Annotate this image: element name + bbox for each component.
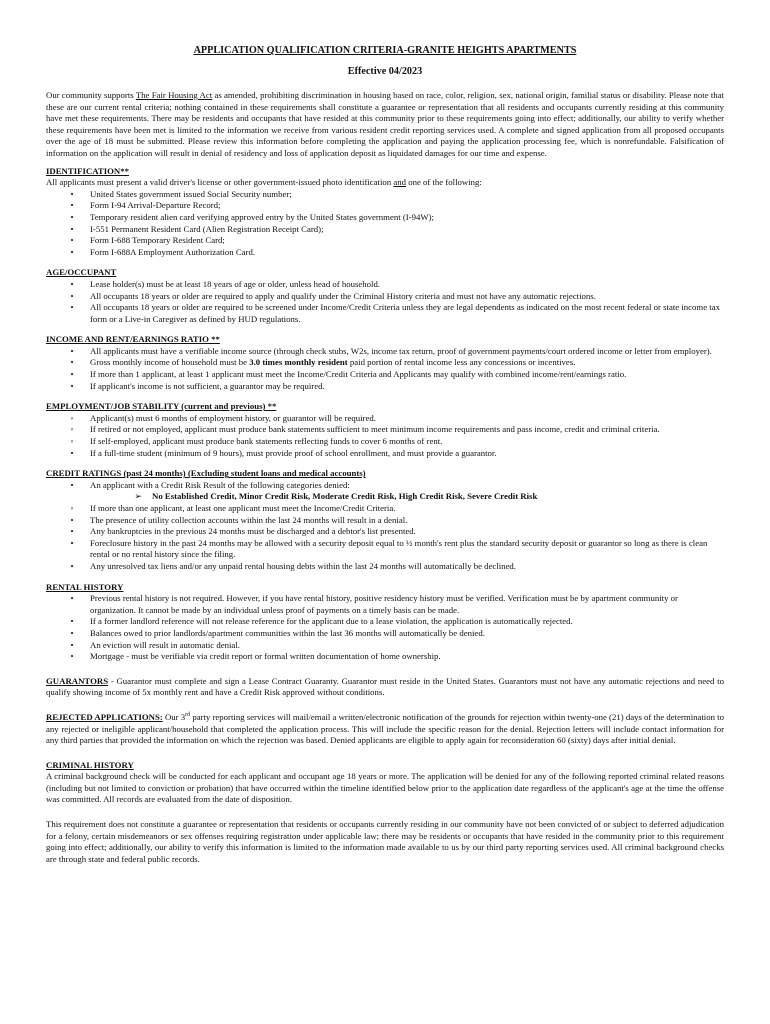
list-item-text: Form I-94 Arrival-Departure Record;	[90, 200, 221, 211]
list-item	[46, 212, 724, 224]
effective-date: Effective 04/2023	[347, 66, 423, 77]
fair-housing-act-link: The Fair Housing Act	[135, 90, 213, 100]
bullet-icon: •	[70, 188, 74, 199]
list-item-text: If retired or not employed, applicant must produce bank statements sufficient to meet minimum income requirements and pass income, credit and criminal criteria.	[90, 424, 660, 435]
bullet-icon: •	[70, 211, 74, 222]
list-item-text: If a former landlord reference will not release reference for the applicant due to a lease violation, the application is automatically rejected.	[90, 616, 573, 627]
list-item	[46, 515, 724, 527]
list-item	[46, 503, 724, 515]
list-item	[46, 616, 724, 628]
list-item-text: An applicant with a Credit Risk Result of the following categories denied:	[90, 479, 350, 490]
bullet-icon: •	[70, 593, 74, 604]
hollow-bullet-icon: ◦	[70, 424, 74, 435]
section-heading-criminal: CRIMINAL HISTORY	[46, 759, 134, 770]
list-item-text: Balances owed to prior landlords/apartment communities within the last 36 months will automatically be denied.	[90, 627, 485, 638]
list-item	[46, 200, 724, 212]
arrow-bullet-icon: ➢	[134, 491, 142, 502]
list-item	[46, 302, 724, 325]
guarantors-text: - Guarantor must complete and sign a Lease Contract Guaranty. Guarantor must reside in the United States. Guarantors must not have any automatic rejections and need to qualify showing income of 5x monthly rent and have a Credit Risk approved without conditions.	[46, 675, 724, 698]
bullet-icon: •	[70, 223, 74, 234]
rental-list	[46, 593, 724, 663]
section-heading-employment: EMPLOYMENT/JOB STABILITY (current and previous) **	[46, 401, 277, 412]
list-item	[46, 346, 724, 358]
list-item	[46, 424, 724, 436]
bullet-icon: •	[70, 537, 74, 548]
list-item	[46, 357, 724, 369]
criminal-paragraph-1: A criminal background check will be conducted for each applicant and occupant age 18 years or more. The application will be denied for any of the following reported criminal related reasons (including but not limited to conviction or probation) that have occurred within the timeline identified below prior to the application date regardless of the applicant's age at the time the offense was committed. All records are evaluated from the date of disposition.	[46, 771, 724, 805]
list-item-text: Previous rental history is not required. However, if you have rental history, positive residency history must be verified. Verification must be by apartment community or organization. It cannot be made by an individual unless proof of payments on a timely basis can be made.	[90, 593, 678, 615]
list-item	[46, 381, 724, 393]
document-title: APPLICATION QUALIFICATION CRITERIA-GRANITE HEIGHTS APARTMENTS	[193, 45, 577, 56]
income-list	[46, 346, 724, 392]
section-heading-credit: CREDIT RATINGS (past 24 months) (Excluding student loans and medical accounts)	[46, 468, 366, 479]
criminal-paragraph-2: This requirement does not constitute a guarantee or representation that residents or occupants currently residing in our community have not been convicted of or subject to deferred adjudication for a felony, certain misdemeanors or sex offenses requiring registration under applicable law; there may be residents or occupants that have resided in the community prior to this requirement going into effect; additionally, our ability to verify this information is limited to the information made available to us by our third party reporting services used. All criminal background checks are through state and federal public records.	[46, 819, 724, 864]
identification-lead-post: one of the following:	[406, 177, 482, 188]
bullet-icon: •	[70, 616, 74, 627]
list-item	[46, 247, 724, 259]
intro-post: as amended, prohibiting discrimination in housing based on race, color, religion, sex, national origin, familial status or disability. Please note that these are our current rental criteria; nothing contained in these requirements shall constitute a guarantee or representation that all residents and occupants currently residing at this community have met these requirements. There may be residents and occupants that have resided at this community prior to these requirements going into effect; additionally, our ability to verify whether these requirements have been met is limited to the information we receive from various resident credit reporting services used. A complete and signed application from all proposed occupants over the age of 18 must be submitted. Please review this information before completing the application and paying the application processing fee, which is nonrefundable. Falsification of information on the application will result in denial of residency and loss of application deposit as liquidated damages for our time and expense.	[46, 90, 724, 158]
section-heading-age-occupant: AGE/OCCUPANT	[46, 267, 117, 278]
list-item-text: Gross monthly income of household must be	[90, 357, 250, 368]
bullet-icon: •	[70, 246, 74, 257]
section-heading-rental: RENTAL HISTORY	[46, 581, 124, 592]
bullet-icon: •	[70, 560, 74, 571]
credit-list	[46, 480, 724, 573]
intro-pre: Our community supports	[46, 90, 136, 100]
bullet-icon: •	[70, 651, 74, 662]
bullet-icon: •	[70, 380, 74, 391]
identification-lead-and: and	[393, 177, 406, 188]
list-item-text: I-551 Permanent Resident Card (Alien Registration Receipt Card);	[90, 223, 324, 234]
list-item	[46, 291, 724, 303]
age-occupant-list	[46, 279, 724, 325]
list-item-text: All occupants 18 years or older are required to be screened under Income/Credit Criteria unless they are legal dependents as indicated on the most recent federal or state income tax form or a Live-in Caregiver as defined by HUD regulations.	[90, 302, 720, 324]
list-item-text: Lease holder(s) must be at least 18 years of age or older, unless head of household.	[90, 278, 381, 289]
section-heading-guarantors: GUARANTORS	[46, 675, 109, 686]
rejected-applications-paragraph	[46, 712, 724, 747]
bullet-icon: •	[70, 639, 74, 650]
hollow-bullet-icon: ◦	[70, 412, 74, 423]
identification-lead	[46, 177, 724, 189]
list-item-text: paid portion of rental income less any concessions or incentives.	[347, 357, 576, 368]
list-item-text: An eviction will result in automatic denial.	[90, 639, 240, 650]
list-item	[46, 189, 724, 201]
list-item	[46, 480, 724, 492]
bullet-icon: •	[70, 345, 74, 356]
hollow-bullet-icon: ◦	[70, 503, 74, 513]
list-item	[46, 561, 724, 573]
list-item-text: Foreclosure history in the past 24 months may be allowed with a security deposit equal to ½ month's rent plus the standard security deposit or guarantor so long as there is clean rental or no rental history since the filing.	[90, 537, 708, 560]
bullet-icon: •	[70, 200, 74, 211]
bullet-icon: •	[70, 526, 74, 537]
list-item-text: Form I-688 Temporary Resident Card;	[90, 235, 225, 246]
list-item	[46, 369, 724, 381]
credit-risk-categories: No Established Credit, Minor Credit Risk, Moderate Credit Risk, High Credit Risk, Severe Credit Risk	[152, 491, 538, 502]
guarantors-paragraph	[46, 676, 724, 699]
bullet-icon: •	[70, 290, 74, 301]
list-item-text: Form I-688A Employment Authorization Card.	[90, 246, 256, 257]
list-item-text: Temporary resident alien card verifying approved entry by the United States government (I-94W);	[90, 211, 434, 222]
hollow-bullet-icon: ◦	[70, 436, 74, 447]
list-item	[46, 436, 724, 448]
list-item-text: If more than one applicant, at least one applicant must meet the Income/Credit Criteria.	[90, 503, 396, 513]
list-item	[46, 413, 724, 425]
list-item	[46, 593, 724, 616]
list-item	[46, 526, 724, 538]
bullet-icon: •	[70, 278, 74, 289]
bullet-icon: •	[70, 357, 74, 368]
list-item	[46, 224, 724, 236]
bullet-icon: •	[70, 369, 74, 380]
bullet-icon: •	[70, 235, 74, 246]
income-ratio-emphasis: 3.0 times monthly resident	[249, 357, 348, 368]
list-item-text: Any unresolved tax liens and/or any unpaid rental housing debts within the last 24 months will automatically be declined.	[90, 560, 516, 571]
section-heading-identification: IDENTIFICATION**	[46, 165, 129, 176]
list-item	[46, 235, 724, 247]
list-item	[46, 538, 724, 561]
list-item	[46, 628, 724, 640]
identification-lead-pre: All applicants must present a valid driver's license or other government-issued photo identification	[46, 177, 394, 188]
list-item	[46, 640, 724, 652]
list-item	[46, 279, 724, 291]
section-heading-income: INCOME AND RENT/EARNINGS RATIO **	[46, 334, 220, 345]
ordinal-suffix: rd	[185, 712, 191, 718]
bullet-icon: •	[70, 627, 74, 638]
list-item-text: Mortgage - must be verifiable via credit report or formal written documentation of home ownership.	[90, 651, 441, 662]
employment-list	[46, 413, 724, 459]
list-item-text: Applicant(s) must 6 months of employment history, or guarantor will be required.	[90, 412, 376, 423]
rejected-pre: Our 3	[162, 711, 186, 722]
list-item-text: United States government issued Social Security number;	[90, 188, 292, 199]
list-item	[46, 448, 724, 460]
bullet-icon: •	[70, 302, 74, 313]
list-item-text: All applicants must have a verifiable income source (through check stubs, W2s, income tax return, proof of government payments/court ordered income or letter from employer).	[90, 345, 712, 356]
bullet-icon: •	[70, 447, 74, 458]
list-item-text: Any bankruptcies in the previous 24 months must be discharged and a debtor's list presented.	[90, 526, 416, 537]
bullet-icon: •	[70, 514, 74, 525]
section-heading-rejected: REJECTED APPLICATIONS:	[46, 711, 163, 722]
list-item-text: If applicant's income is not sufficient, a guarantor may be required.	[90, 380, 325, 391]
bullet-icon: •	[70, 479, 74, 490]
list-item-text: All occupants 18 years or older are required to apply and qualify under the Criminal History criteria and must not have any automatic rejections.	[90, 290, 596, 301]
list-item-text: If more than 1 applicant, at least 1 applicant must meet the Income/Credit Criteria and Applicants may qualify with combined income/rent/earnings ratio.	[90, 369, 627, 380]
identification-list	[46, 189, 724, 259]
list-sub-item	[46, 491, 724, 503]
list-item-text: If a full-time student (minimum of 9 hours), must provide proof of school enrollment, and must provide a guarantor.	[90, 447, 497, 458]
list-item	[46, 651, 724, 663]
list-item-text: The presence of utility collection accounts within the last 24 months will result in a denial.	[90, 514, 408, 525]
list-item-text: If self-employed, applicant must produce bank statements reflecting funds to cover 6 months of rent.	[90, 436, 443, 447]
intro-paragraph	[46, 90, 724, 160]
rejected-text: party reporting services will mail/email a written/electronic notification of the grounds for rejection within twenty-one (21) days of the determination to any rejected or ineligible applicant/household that completed the application process. This will include the specific reason for the denial. Rejection letters will include contact information for any third parties that provided the information on which the rejection was based. Denied applicants are eligible to apply again for reconsideration 60 (sixty) days after initial denial.	[46, 711, 724, 746]
